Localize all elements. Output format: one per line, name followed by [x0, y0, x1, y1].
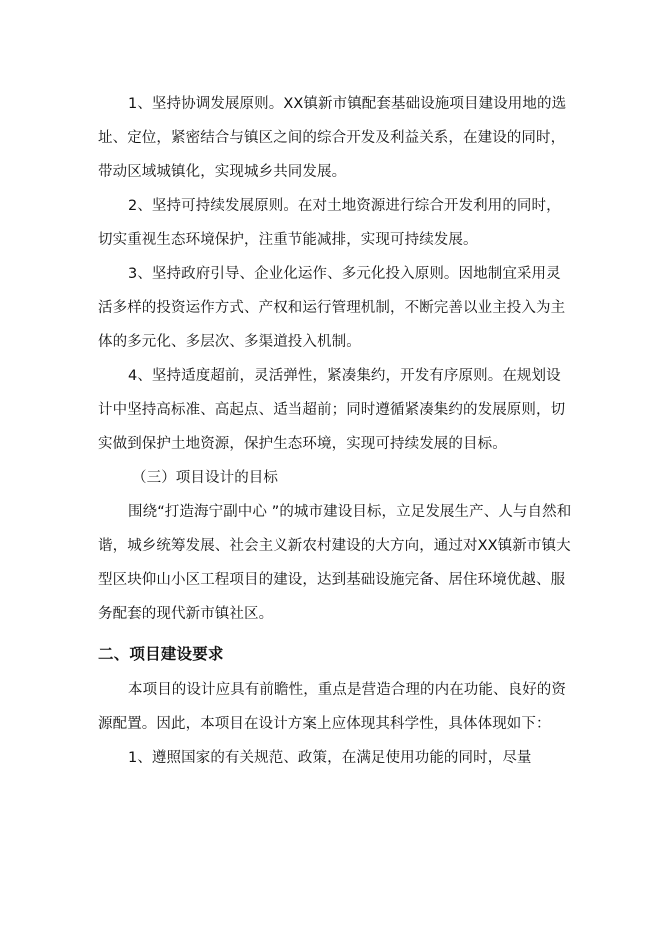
- design-goal-subheading: （三）项目设计的目标: [132, 470, 278, 486]
- principle-paragraph-3: 3、坚持政府引导、企业化运作、多元化投入原则。因地制宜采用灵活多样的投资运作方式、产权和运行管理机制，不断完善以业主投入为主体的多元化、多层次、多渠道投入机制。: [98, 266, 566, 350]
- final-paragraph: 1、遵照国家的有关规范、政策，在满足使用功能的同时，尽量: [128, 750, 532, 766]
- principle-paragraph-4: 4、坚持适度超前，灵活弹性，紧凑集约，开发有序原则。在规划设计中坚持高标准、高起点、适当超前；同时遵循紧凑集约的发展原则，切实做到保护土地资源，保护生态环境，实现可持续发展的目标。: [98, 368, 566, 452]
- principle-paragraph-2: 2、坚持可持续发展原则。在对土地资源进行综合开发利用的同时，切实重视生态环境保护，注重节能减排，实现可持续发展。: [98, 198, 561, 248]
- section-heading: 二、项目建设要求: [98, 645, 224, 663]
- design-goal-paragraph: 围绕“打造海宁副中心 ”的城市建设目标，立足发展生产、人与自然和谐，城乡统筹发展、社会主义新农村建设的大方向，通过对XX镇新市镇大型区块仰山小区工程项目的建设，达到基础设施完备、居住环境优越、服务配套的现代新市镇社区。: [98, 504, 572, 622]
- document-body: [98, 87, 573, 775]
- principle-paragraph-1: 1、坚持协调发展原则。XX镇新市镇配套基础设施项目建设用地的选址、定位，紧密结合与镇区之间的综合开发及利益关系，在建设的同时，带动区域城镇化，实现城乡共同发展。: [98, 96, 567, 180]
- requirement-paragraph: 本项目的设计应具有前瞻性，重点是营造合理的内在功能、良好的资源配置。因此，本项目在设计方案上应体现其科学性，具体体现如下：: [98, 682, 566, 732]
